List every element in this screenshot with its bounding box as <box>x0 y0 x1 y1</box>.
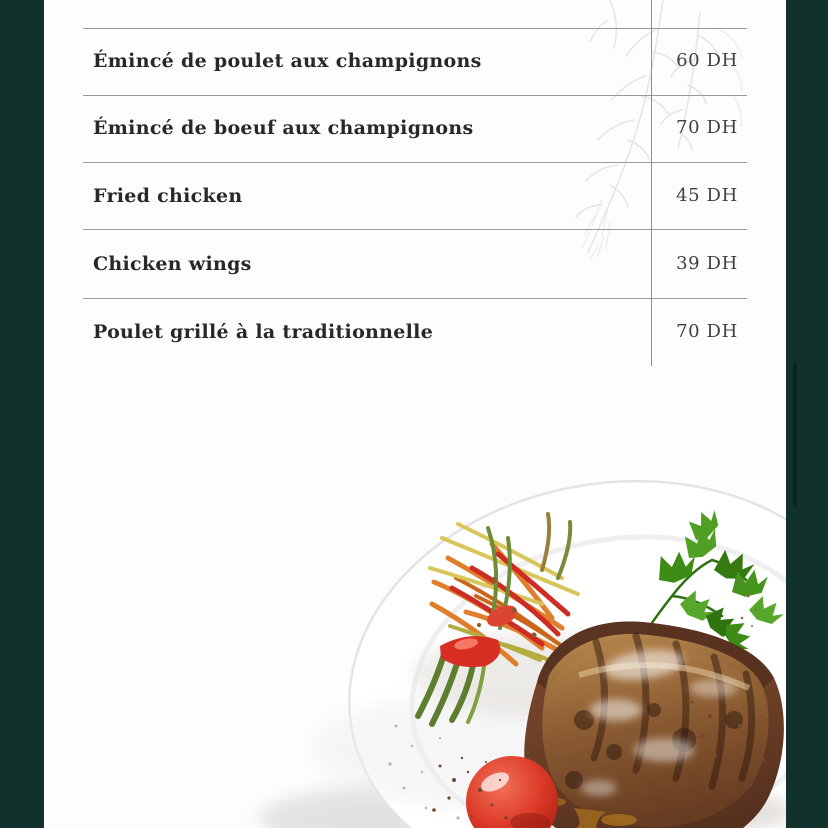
menu-item-name: Chicken wings <box>93 253 252 275</box>
menu-item-price: 70 DH <box>676 321 738 342</box>
row-separator-line <box>83 95 747 96</box>
menu-item-row <box>0 319 828 345</box>
menu-item-price: 70 DH <box>676 117 738 138</box>
menu-item-price: 45 DH <box>676 185 738 206</box>
menu-item-name: Émincé de poulet aux champignons <box>93 50 482 72</box>
menu-item-price: 60 DH <box>676 50 738 71</box>
row-separator-line <box>83 229 747 230</box>
menu-item-name: Fried chicken <box>93 185 243 207</box>
menu-item-row <box>0 48 828 74</box>
row-separator-line <box>83 298 747 299</box>
dish-photo <box>244 420 786 828</box>
menu-item-row <box>0 115 828 141</box>
row-separator-line <box>83 28 747 29</box>
menu-item-row <box>0 251 828 277</box>
menu-item-name: Poulet grillé à la traditionnelle <box>93 321 434 343</box>
menu-item-row <box>0 183 828 209</box>
menu-table <box>0 0 828 400</box>
row-separator-line <box>83 162 747 163</box>
menu-item-price: 39 DH <box>676 253 738 274</box>
menu-item-name: Émincé de boeuf aux champignons <box>93 117 474 139</box>
